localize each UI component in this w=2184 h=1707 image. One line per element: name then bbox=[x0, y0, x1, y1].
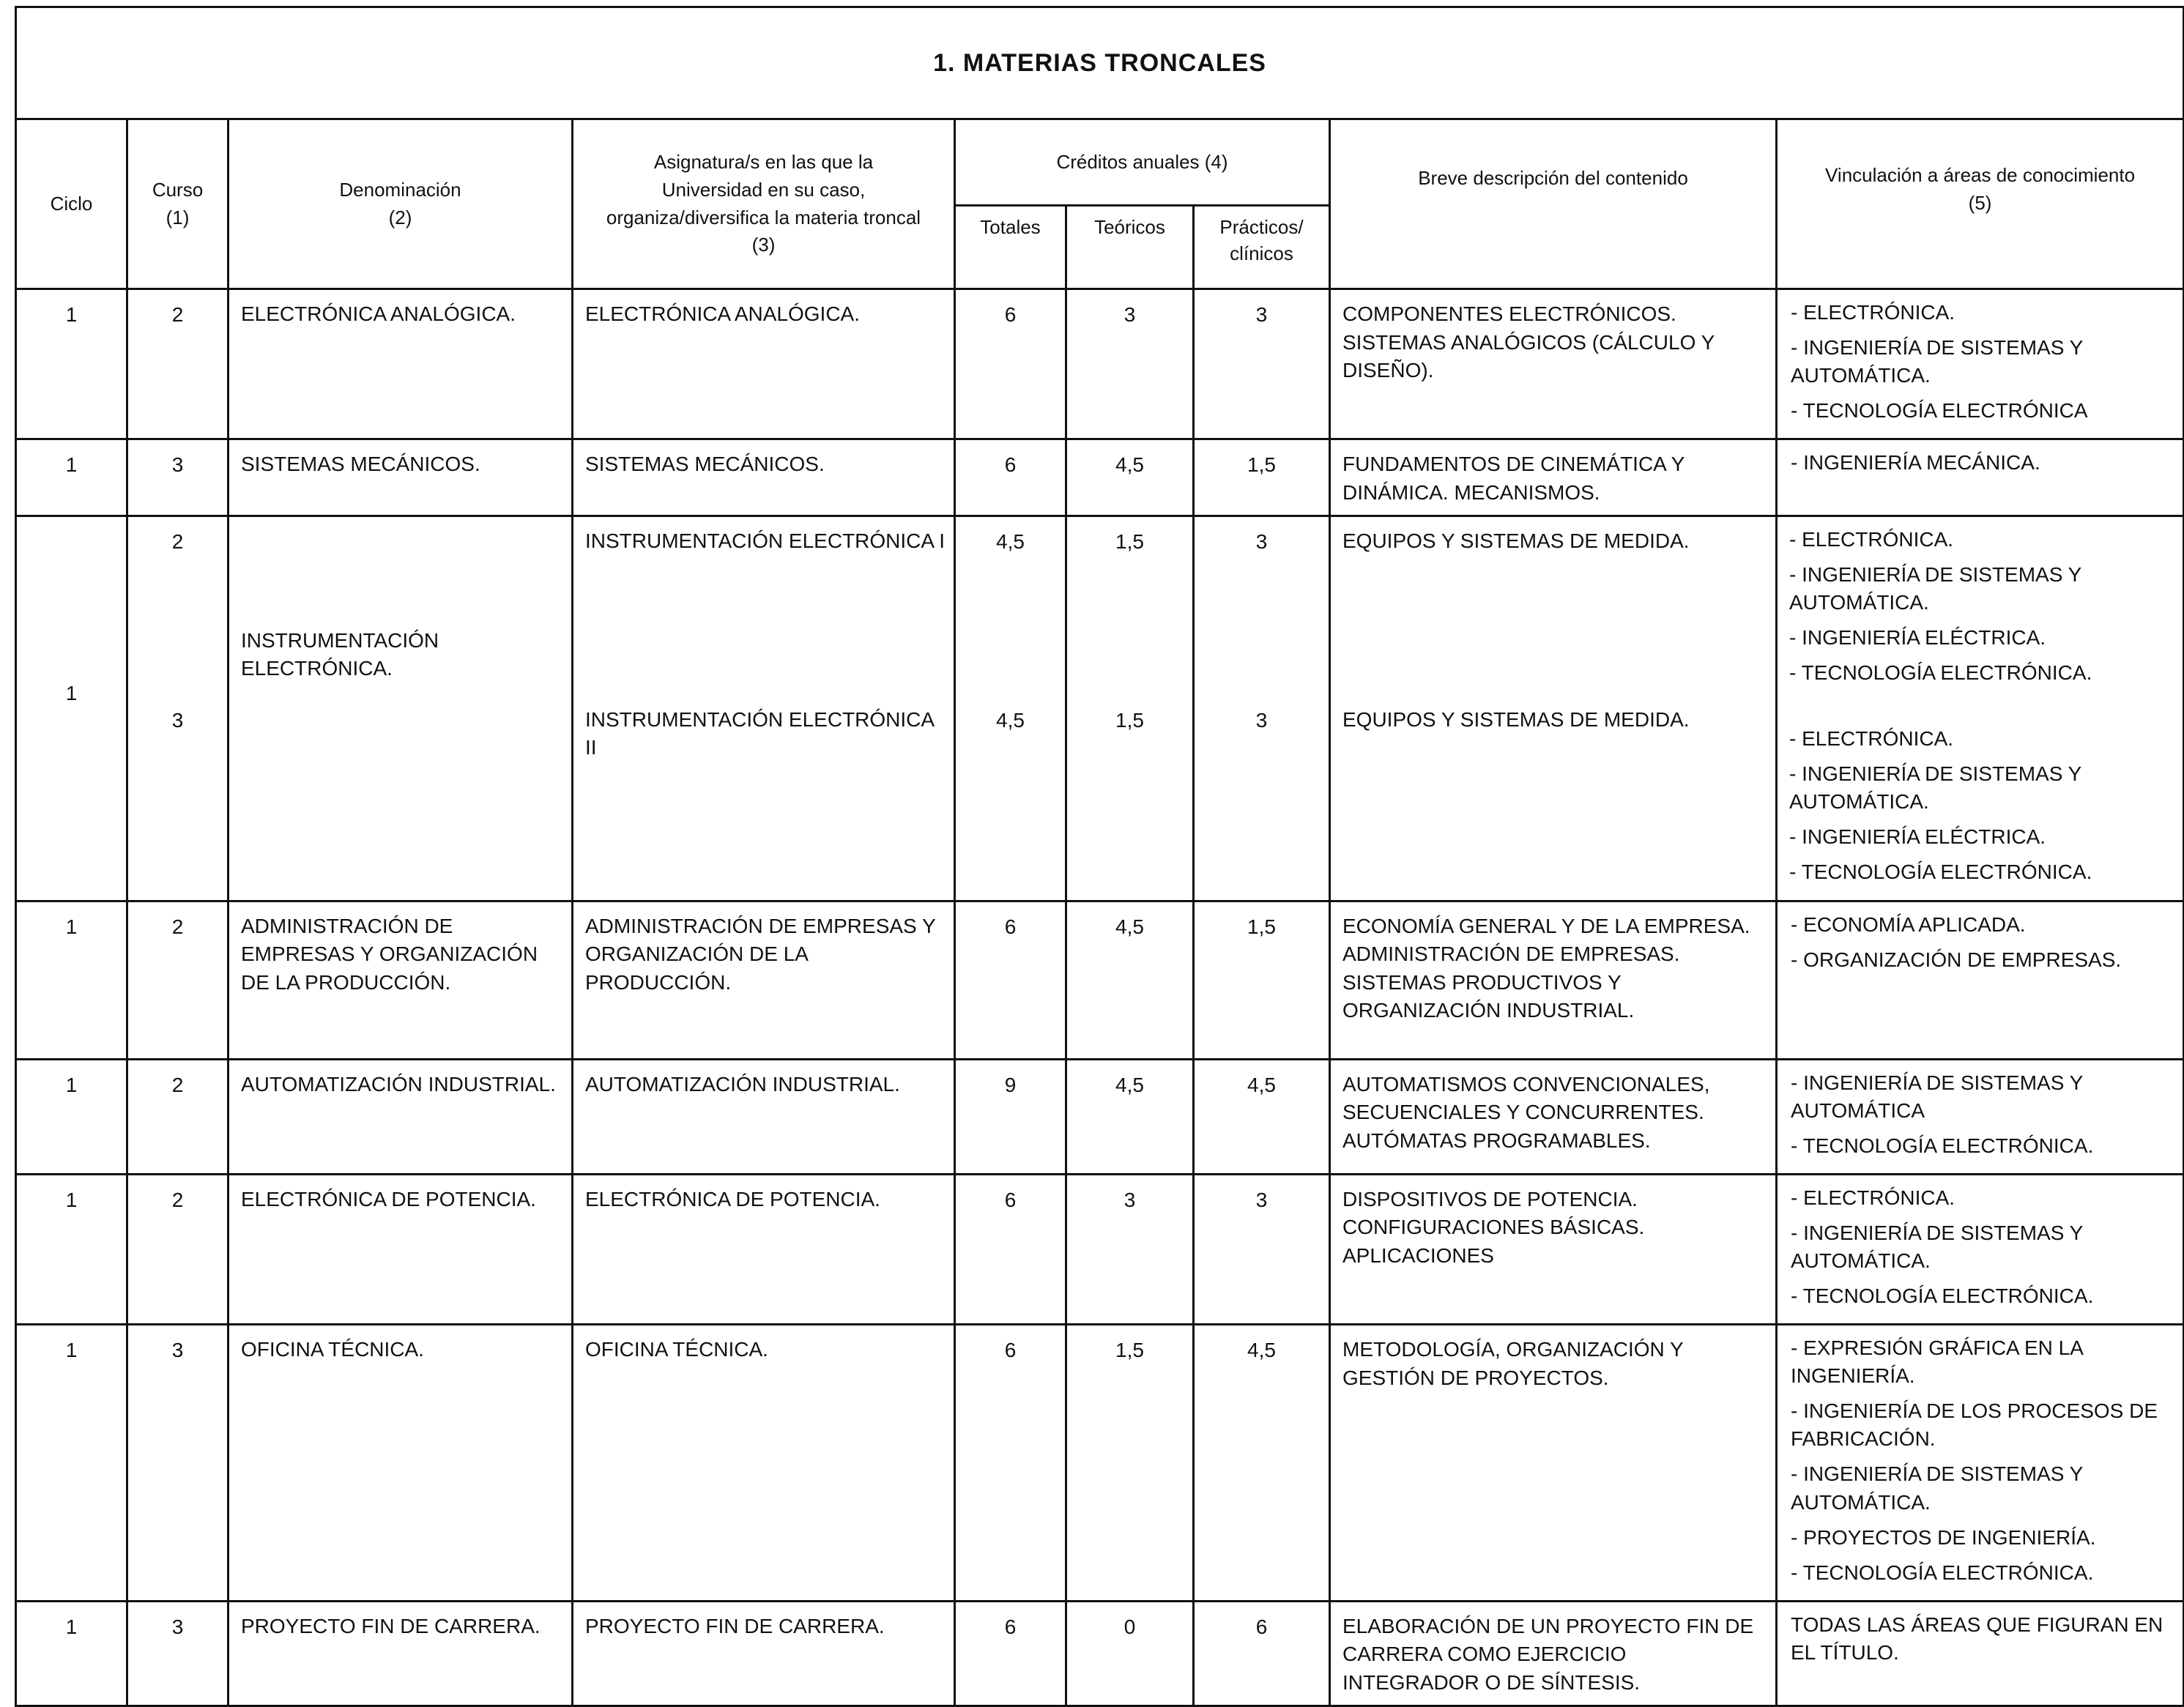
cell-totales: 6 bbox=[955, 1601, 1066, 1706]
cell-denominacion: ELECTRÓNICA DE POTENCIA. bbox=[229, 1174, 573, 1324]
cell-descripcion-text: EQUIPOS Y SISTEMAS DE MEDIDA. bbox=[1342, 707, 1690, 731]
cell-descripcion: AUTOMATISMOS CONVENCIONALES, SECUENCIALES Y CONCURRENTES. AUTÓMATAS PROGRAMABLES. bbox=[1330, 1059, 1777, 1174]
cell-asignatura: SISTEMAS MECÁNICOS. bbox=[573, 439, 955, 516]
cell-denominacion: ADMINISTRACIÓN DE EMPRESAS Y ORGANIZACIÓN DE LA PRODUCCIÓN. bbox=[229, 901, 573, 1059]
table-title: 1. MATERIAS TRONCALES bbox=[16, 7, 2184, 119]
cell-areas bbox=[1777, 439, 2184, 516]
cell-practicos-text: 3 bbox=[1255, 529, 1268, 553]
header-asignatura: Asignatura/s en las que la Universidad en su caso, organiza/diversifica la materia troncal (3) bbox=[573, 119, 955, 289]
cell-practicos: 3 bbox=[1194, 289, 1330, 439]
cell-totales: 6 bbox=[955, 901, 1066, 1059]
cell-totales: 6 bbox=[955, 1174, 1066, 1324]
area-item: - ELECTRÓNICA. bbox=[1791, 1186, 1955, 1209]
header-totales: Totales bbox=[955, 206, 1066, 289]
cell-areas bbox=[1777, 1059, 2184, 1174]
cell-denominacion: OFICINA TÉCNICA. bbox=[229, 1325, 573, 1602]
table-row bbox=[16, 1059, 2184, 1174]
table-row bbox=[16, 1325, 2184, 1602]
cell-curso: 2 bbox=[127, 1174, 229, 1324]
cell-denominacion: PROYECTO FIN DE CARRERA. bbox=[229, 1601, 573, 1706]
cell-ciclo: 1 bbox=[16, 1059, 127, 1174]
table-row bbox=[16, 289, 2184, 439]
cell-areas bbox=[1777, 1601, 2184, 1706]
header-vinculacion: Vinculación a áreas de conocimiento (5) bbox=[1777, 119, 2184, 289]
header-teoricos: Teóricos bbox=[1066, 206, 1194, 289]
cell-teoricos-text: 1,5 bbox=[1115, 529, 1144, 553]
cell-practicos: 3 bbox=[1194, 1174, 1330, 1324]
area-item: TODAS LAS ÁREAS QUE FIGURAN EN EL TÍTULO. bbox=[1791, 1613, 2163, 1664]
cell-asignatura: PROYECTO FIN DE CARRERA. bbox=[573, 1601, 955, 1706]
cell-asignatura: ADMINISTRACIÓN DE EMPRESAS Y ORGANIZACIÓN DE LA PRODUCCIÓN. bbox=[573, 901, 955, 1059]
area-item: - INGENIERÍA DE SISTEMAS Y AUTOMÁTICA. bbox=[1791, 336, 2083, 387]
area-item: - INGENIERÍA ELÉCTRICA. bbox=[1789, 825, 2046, 848]
area-item: - INGENIERÍA DE LOS PROCESOS DE FABRICACIÓN. bbox=[1791, 1399, 2158, 1451]
cell-curso: 3 bbox=[127, 439, 229, 516]
cell-ciclo: 1 bbox=[16, 516, 127, 901]
area-item: - PROYECTOS DE INGENIERÍA. bbox=[1791, 1525, 2096, 1549]
cell-curso: 3 bbox=[127, 1601, 229, 1706]
cell-ciclo: 1 bbox=[16, 901, 127, 1059]
area-item: - INGENIERÍA DE SISTEMAS Y AUTOMÁTICA. bbox=[1789, 762, 2081, 813]
cell-practicos: 1,5 bbox=[1194, 901, 1330, 1059]
cell-ciclo: 1 bbox=[16, 1601, 127, 1706]
cell-practicos-text: 3 bbox=[1255, 708, 1268, 732]
cell-denominacion: ELECTRÓNICA ANALÓGICA. bbox=[229, 289, 573, 439]
header-descripcion: Breve descripción del contenido bbox=[1330, 119, 1777, 289]
cell-totales bbox=[955, 516, 1066, 901]
cell-totales-text: 4,5 bbox=[996, 708, 1025, 732]
cell-descripcion-wrap bbox=[1331, 517, 1775, 899]
cell-asignatura bbox=[573, 516, 955, 901]
cell-totales: 6 bbox=[955, 289, 1066, 439]
table-row bbox=[16, 1174, 2184, 1324]
cell-totales: 6 bbox=[955, 439, 1066, 516]
area-item: - INGENIERÍA DE SISTEMAS Y AUTOMÁTICA. bbox=[1791, 1462, 2083, 1514]
cell-ciclo: 1 bbox=[16, 1325, 127, 1602]
cell-descripcion bbox=[1330, 516, 1777, 901]
cell-practicos bbox=[1194, 516, 1330, 901]
area-item: - TECNOLOGÍA ELECTRÓNICA. bbox=[1789, 661, 2092, 684]
cell-areas bbox=[1777, 516, 2184, 901]
header-curso: Curso (1) bbox=[127, 119, 229, 289]
header-denominacion: Denominación (2) bbox=[229, 119, 573, 289]
header-ciclo: Ciclo bbox=[16, 119, 127, 289]
cell-areas-wrap bbox=[1778, 517, 2183, 899]
cell-practicos-wrap bbox=[1195, 517, 1329, 899]
cell-totales: 9 bbox=[955, 1059, 1066, 1174]
cell-curso: 2 bbox=[127, 289, 229, 439]
area-item: - INGENIERÍA DE SISTEMAS Y AUTOMÁTICA. bbox=[1789, 562, 2081, 614]
cell-denominacion: SISTEMAS MECÁNICOS. bbox=[229, 439, 573, 516]
areas-block bbox=[1789, 725, 2177, 893]
cell-teoricos bbox=[1066, 516, 1194, 901]
area-item: - ORGANIZACIÓN DE EMPRESAS. bbox=[1791, 948, 2122, 971]
area-item: - INGENIERÍA MECÁNICA. bbox=[1791, 451, 2040, 475]
cell-teoricos: 3 bbox=[1066, 1174, 1194, 1324]
cell-areas bbox=[1777, 1325, 2184, 1602]
cell-descripcion: DISPOSITIVOS DE POTENCIA. CONFIGURACIONES BÁSICAS. APLICACIONES bbox=[1330, 1174, 1777, 1324]
table-row bbox=[16, 901, 2184, 1059]
cell-areas bbox=[1777, 901, 2184, 1059]
cell-curso-wrap bbox=[128, 517, 227, 899]
cell-practicos: 6 bbox=[1194, 1601, 1330, 1706]
area-item: - TECNOLOGÍA ELECTRÓNICA. bbox=[1791, 1284, 2094, 1308]
header-practicos: Prácticos/ clínicos bbox=[1194, 206, 1330, 289]
cell-ciclo: 1 bbox=[16, 1174, 127, 1324]
cell-descripcion: FUNDAMENTOS DE CINEMÁTICA Y DINÁMICA. MECANISMOS. bbox=[1330, 439, 1777, 516]
table-row bbox=[16, 1601, 2184, 1706]
cell-teoricos: 3 bbox=[1066, 289, 1194, 439]
cell-totales-wrap bbox=[956, 517, 1065, 899]
table-row bbox=[16, 439, 2184, 516]
area-item: - TECNOLOGÍA ELECTRÓNICA. bbox=[1791, 1561, 2094, 1584]
area-item: - ECONOMÍA APLICADA. bbox=[1791, 912, 2026, 936]
cell-teoricos-text: 1,5 bbox=[1115, 708, 1144, 732]
cell-asignatura-text: INSTRUMENTACIÓN ELECTRÓNICA I bbox=[585, 529, 946, 552]
document-page bbox=[15, 6, 2183, 1707]
area-item: - ELECTRÓNICA. bbox=[1789, 527, 1954, 551]
cell-curso-text: 2 bbox=[171, 529, 184, 553]
area-item: - INGENIERÍA DE SISTEMAS Y AUTOMÁTICA. bbox=[1791, 1221, 2083, 1272]
cell-curso-text: 3 bbox=[171, 708, 184, 732]
cell-areas bbox=[1777, 1174, 2184, 1324]
cell-denominacion-wrap bbox=[229, 517, 571, 899]
cell-teoricos: 4,5 bbox=[1066, 1059, 1194, 1174]
cell-teoricos: 4,5 bbox=[1066, 901, 1194, 1059]
cell-teoricos-wrap bbox=[1067, 517, 1192, 899]
area-item: - ELECTRÓNICA. bbox=[1791, 301, 1955, 324]
cell-curso: 2 bbox=[127, 1059, 229, 1174]
cell-areas bbox=[1777, 289, 2184, 439]
cell-asignatura: OFICINA TÉCNICA. bbox=[573, 1325, 955, 1602]
area-item: - EXPRESIÓN GRÁFICA EN LA INGENIERÍA. bbox=[1791, 1336, 2083, 1388]
area-item: - TECNOLOGÍA ELECTRÓNICA. bbox=[1791, 1134, 2094, 1157]
cell-teoricos: 4,5 bbox=[1066, 439, 1194, 516]
cell-ciclo: 1 bbox=[16, 439, 127, 516]
cell-descripcion: METODOLOGÍA, ORGANIZACIÓN Y GESTIÓN DE PROYECTOS. bbox=[1330, 1325, 1777, 1602]
area-item: - INGENIERÍA DE SISTEMAS Y AUTOMÁTICA bbox=[1791, 1071, 2083, 1122]
area-item: - TECNOLOGÍA ELECTRÓNICA. bbox=[1789, 860, 2092, 883]
cell-curso: 3 bbox=[127, 1325, 229, 1602]
cell-descripcion: COMPONENTES ELECTRÓNICOS. SISTEMAS ANALÓGICOS (CÁLCULO Y DISEÑO). bbox=[1330, 289, 1777, 439]
cell-denominacion: AUTOMATIZACIÓN INDUSTRIAL. bbox=[229, 1059, 573, 1174]
area-item: - TECNOLOGÍA ELECTRÓNICA bbox=[1791, 399, 2088, 423]
cell-asignatura: AUTOMATIZACIÓN INDUSTRIAL. bbox=[573, 1059, 955, 1174]
cell-teoricos: 1,5 bbox=[1066, 1325, 1194, 1602]
cell-ciclo: 1 bbox=[16, 289, 127, 439]
materias-table bbox=[15, 6, 2184, 1707]
area-item: - INGENIERÍA ELÉCTRICA. bbox=[1789, 625, 2046, 649]
area-item: - ELECTRÓNICA. bbox=[1789, 726, 1954, 750]
cell-descripcion-text: EQUIPOS Y SISTEMAS DE MEDIDA. bbox=[1342, 529, 1690, 552]
areas-block bbox=[1789, 526, 2177, 694]
cell-totales: 6 bbox=[955, 1325, 1066, 1602]
cell-practicos: 4,5 bbox=[1194, 1325, 1330, 1602]
cell-totales-text: 4,5 bbox=[996, 529, 1025, 553]
cell-descripcion: ECONOMÍA GENERAL Y DE LA EMPRESA. ADMINISTRACIÓN DE EMPRESAS. SISTEMAS PRODUCTIVOS Y ORGANIZACIÓN INDUSTRIAL. bbox=[1330, 901, 1777, 1059]
cell-practicos: 4,5 bbox=[1194, 1059, 1330, 1174]
cell-asignatura: ELECTRÓNICA ANALÓGICA. bbox=[573, 289, 955, 439]
cell-asignatura: ELECTRÓNICA DE POTENCIA. bbox=[573, 1174, 955, 1324]
table-row bbox=[16, 516, 2184, 901]
header-creditos: Créditos anuales (4) bbox=[955, 119, 1330, 206]
cell-curso bbox=[127, 516, 229, 901]
cell-asignatura-text: INSTRUMENTACIÓN ELECTRÓNICA II bbox=[585, 707, 934, 759]
cell-denominacion bbox=[229, 516, 573, 901]
cell-asignatura-wrap bbox=[573, 517, 954, 899]
cell-denominacion-text: INSTRUMENTACIÓN ELECTRÓNICA. bbox=[241, 628, 439, 680]
cell-descripcion: ELABORACIÓN DE UN PROYECTO FIN DE CARRERA COMO EJERCICIO INTEGRADOR O DE SÍNTESIS. bbox=[1330, 1601, 1777, 1706]
cell-teoricos: 0 bbox=[1066, 1601, 1194, 1706]
cell-practicos: 1,5 bbox=[1194, 439, 1330, 516]
cell-curso: 2 bbox=[127, 901, 229, 1059]
